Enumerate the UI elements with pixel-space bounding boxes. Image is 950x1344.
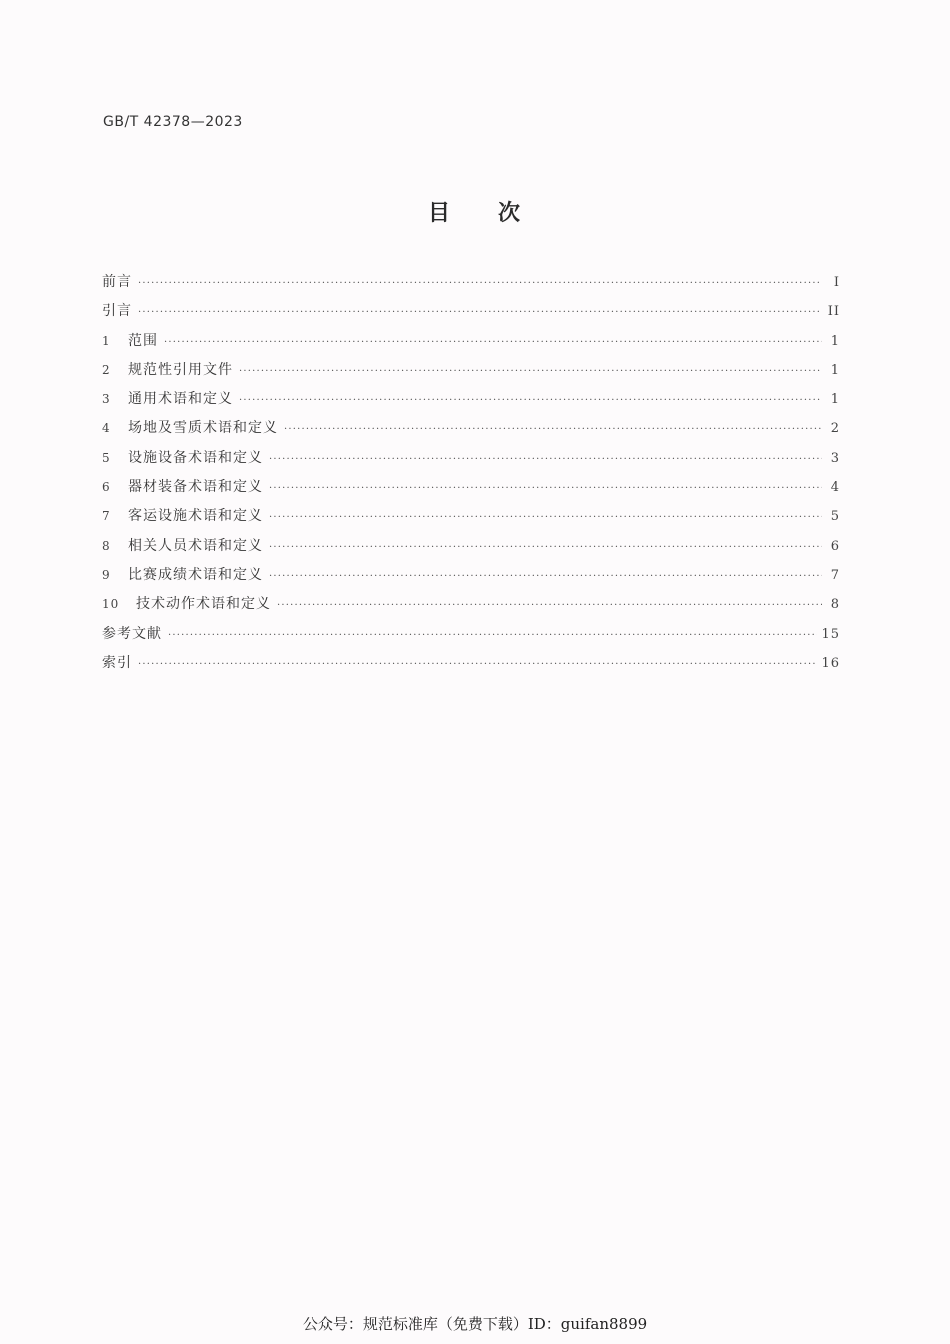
toc-dot-leader: [239, 366, 822, 377]
toc-entry-4[interactable]: [102, 417, 840, 446]
toc-entry-number: 3: [102, 392, 111, 407]
toc-dot-leader: [164, 337, 822, 348]
toc-dot-leader: [138, 659, 817, 670]
toc-entry-label: 比赛成绩术语和定义: [128, 566, 263, 583]
toc-entry-label: 前言: [102, 274, 132, 290]
toc-dot-leader: [284, 424, 822, 435]
toc-entry-label: 器材装备术语和定义: [128, 479, 263, 496]
toc-entry-5[interactable]: [102, 447, 840, 476]
toc-entry-number: 1: [102, 333, 111, 348]
toc-entry-7[interactable]: [102, 505, 840, 534]
toc-entry-number: 7: [102, 509, 111, 524]
toc-dot-leader: [277, 600, 822, 611]
toc-entry-number: 10: [102, 597, 120, 612]
toc-entry-10[interactable]: [102, 593, 840, 622]
toc-entry-2[interactable]: [102, 359, 840, 388]
toc-dot-leader: [269, 483, 822, 494]
toc-title-char-2: 次: [498, 201, 523, 226]
toc-entry-page: 7: [830, 567, 840, 583]
toc-dot-leader: [269, 571, 822, 582]
toc-entry-page: II: [827, 304, 840, 320]
toc-dot-leader: [269, 454, 822, 465]
toc-dot-leader: [269, 512, 822, 523]
toc-dot-leader: [269, 542, 822, 553]
toc-entry-label: 场地及雪质术语和定义: [128, 420, 278, 437]
toc-entry-foreword[interactable]: [102, 271, 840, 300]
toc-dot-leader: [168, 630, 817, 641]
toc-entry-label: 引言: [102, 303, 132, 320]
toc-entry-label: 索引: [102, 654, 132, 671]
toc-entry-page: 4: [830, 480, 840, 496]
toc-entry-1[interactable]: [102, 330, 840, 359]
toc-entry-label: 参考文献: [102, 625, 162, 642]
toc-entry-number: 5: [102, 450, 111, 465]
toc-entry-6[interactable]: [102, 476, 840, 505]
toc-entry-label: 设施设备术语和定义: [128, 449, 263, 466]
toc-dot-leader: [138, 307, 822, 318]
toc-entry-9[interactable]: [102, 564, 840, 593]
toc-entry-index[interactable]: [102, 652, 840, 681]
toc-entry-page: 1: [830, 333, 840, 349]
toc-entry-page: 1: [830, 392, 840, 408]
toc-entry-label: 规范性引用文件: [128, 361, 233, 378]
toc-entry-bibliography[interactable]: [102, 623, 840, 652]
toc-entry-number: 9: [102, 567, 111, 582]
toc-entry-label: 通用术语和定义: [128, 391, 233, 408]
toc-dot-leader: [138, 278, 822, 289]
toc-entry-introduction[interactable]: [102, 300, 840, 329]
toc-entry-page: 1: [830, 362, 840, 378]
footer-watermark-text: 公众号：规范标准库（免费下载）ID：guifan8899: [302, 1315, 648, 1333]
toc-entry-3[interactable]: [102, 388, 840, 417]
toc-entry-label: 相关人员术语和定义: [128, 537, 263, 554]
toc-entry-page: 3: [830, 450, 840, 466]
toc-entry-page: 8: [830, 597, 840, 613]
toc-title: [0, 196, 950, 227]
toc-entry-number: 8: [102, 538, 111, 553]
toc-entry-number: 4: [102, 421, 111, 436]
toc-entry-label: 客运设施术语和定义: [128, 508, 263, 525]
document-code: GB/T 42378—2023: [103, 114, 243, 130]
toc-entry-page: 2: [830, 421, 840, 437]
toc-entry-label: 技术动作术语和定义: [136, 596, 271, 613]
toc-title-char-1: 目: [427, 201, 452, 226]
toc-entry-page: 15: [821, 626, 840, 642]
toc-entry-number: 2: [102, 362, 111, 377]
toc-entry-label: 范围: [128, 332, 158, 349]
toc-entry-page: I: [833, 275, 840, 290]
toc-entry-8[interactable]: [102, 535, 840, 564]
table-of-contents: [102, 271, 840, 681]
toc-entry-number: 6: [102, 480, 111, 495]
toc-entry-page: 16: [821, 655, 840, 671]
toc-entry-page: 5: [830, 509, 840, 525]
toc-entry-page: 6: [830, 538, 840, 554]
toc-dot-leader: [239, 395, 822, 406]
